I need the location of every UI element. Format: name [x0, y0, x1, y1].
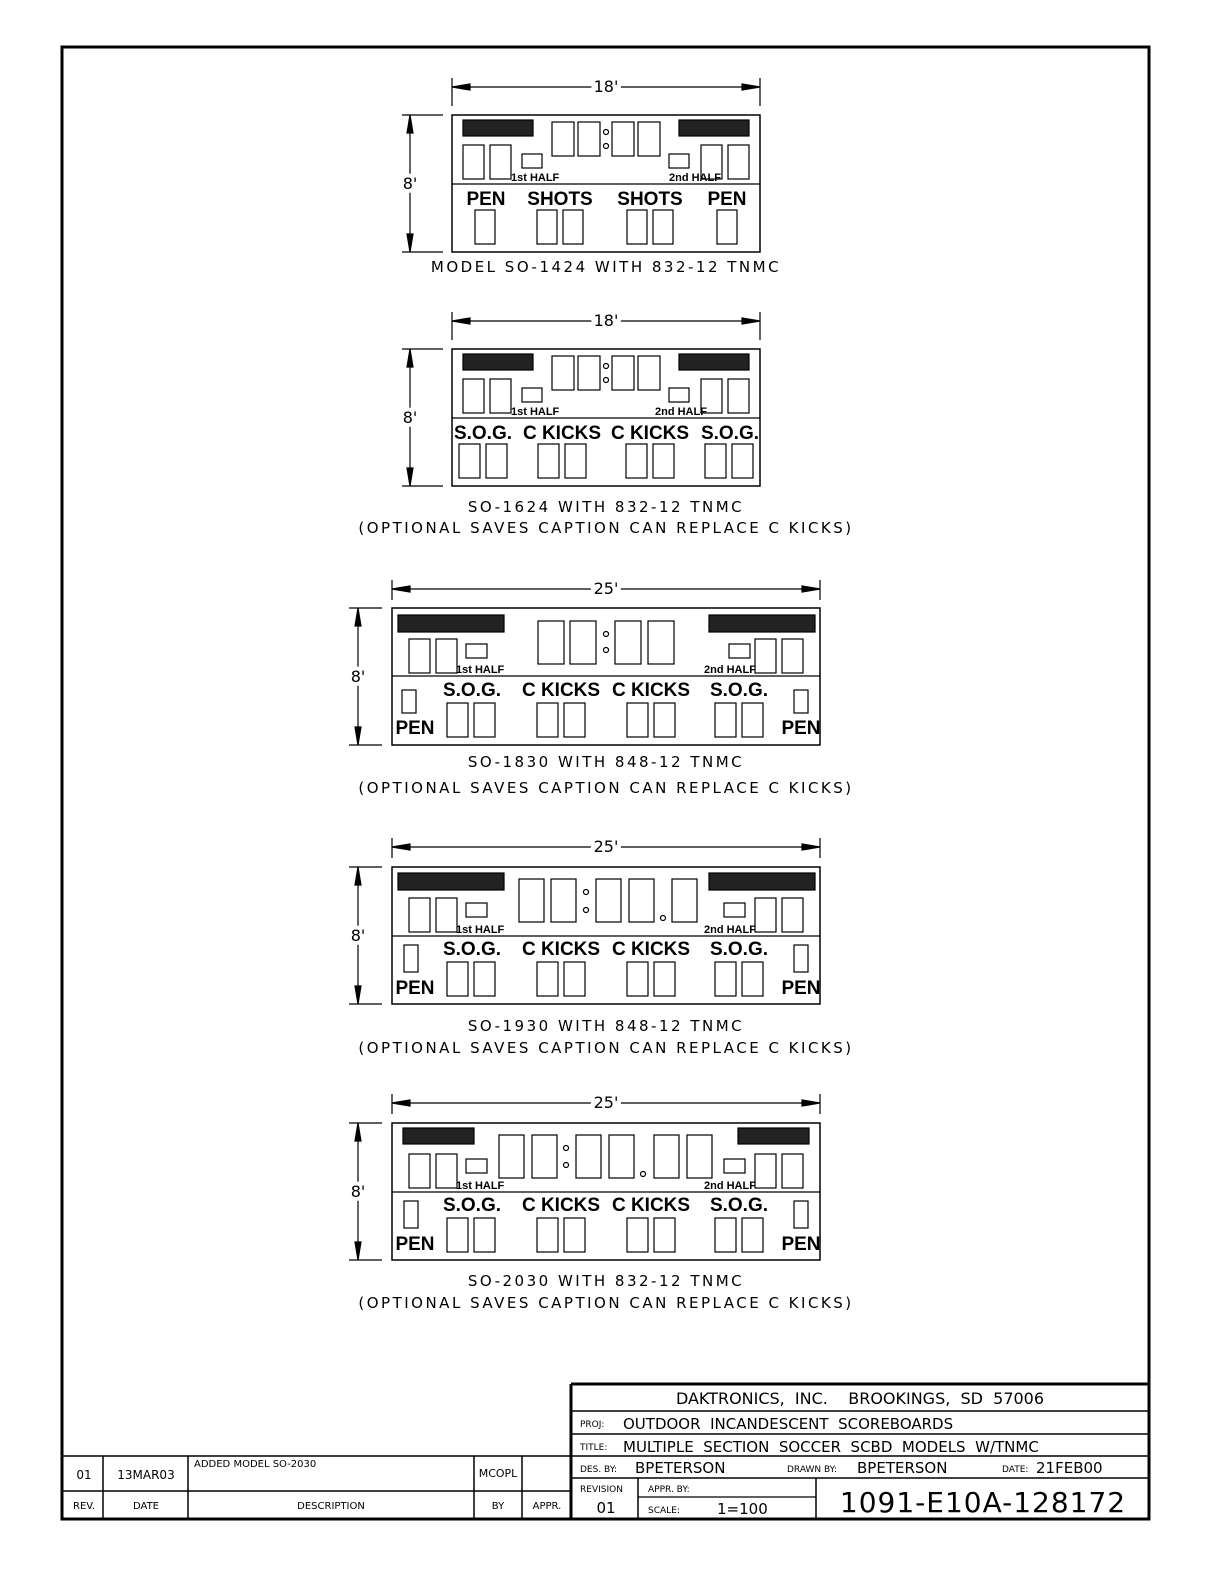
caption-label-5-d: S.O.G. [709, 1195, 769, 1216]
second-half-label-4: 2nd HALF [704, 924, 756, 936]
model-note-3: (OPTIONAL SAVES CAPTION CAN REPLACE C KICKS) [358, 779, 854, 797]
pen-label-3-right: PEN [781, 718, 821, 739]
model-caption-3: SO-1830 WITH 848-12 TNMC [467, 753, 745, 771]
height-dimension-5: 8' [350, 1182, 366, 1201]
second-half-label-3: 2nd HALF [704, 664, 756, 676]
revision-description: ADDED MODEL SO-2030 [194, 1459, 317, 1470]
model-caption-5: SO-2030 WITH 832-12 TNMC [467, 1272, 745, 1290]
caption-label-2-c: C KICKS [610, 423, 690, 444]
designed-by: BPETERSON [635, 1459, 726, 1477]
rev-header: REV. [73, 1501, 95, 1512]
revision-by: MCOPL [478, 1467, 518, 1480]
model-note-5: (OPTIONAL SAVES CAPTION CAN REPLACE C KICKS) [358, 1294, 854, 1312]
caption-label-1-b: SHOTS [527, 189, 593, 210]
caption-label-2-d: S.O.G. [700, 423, 760, 444]
caption-label-4-a: S.O.G. [442, 939, 502, 960]
caption-label-1-c: SHOTS [617, 189, 683, 210]
pen-label-5-left: PEN [395, 1234, 435, 1255]
appr-header: APPR. [532, 1501, 562, 1512]
model-note-4: (OPTIONAL SAVES CAPTION CAN REPLACE C KICKS) [358, 1039, 854, 1057]
scoreboard-drawing-2 [402, 312, 760, 486]
revision-label: REVISION [580, 1485, 623, 1495]
caption-label-4-b: C KICKS [521, 939, 601, 960]
height-dimension-1: 8' [402, 174, 418, 193]
width-dimension-4: 25' [593, 837, 619, 856]
scale-value: 1=100 [717, 1500, 768, 1518]
caption-label-2-a: S.O.G. [453, 423, 513, 444]
appr-by-label: APPR. BY: [648, 1485, 690, 1495]
drawing-number: 1091-E10A-128172 [839, 1486, 1127, 1519]
drawn-by: BPETERSON [857, 1459, 948, 1477]
company-line: DAKTRONICS, INC. BROOKINGS, SD 57006 [675, 1389, 1045, 1408]
caption-label-3-b: C KICKS [521, 680, 601, 701]
caption-label-1-d: PEN [707, 189, 747, 210]
second-half-label-5: 2nd HALF [704, 1180, 756, 1192]
width-dimension-2: 18' [593, 311, 619, 330]
second-half-label-2: 2nd HALF [655, 406, 707, 418]
scale-label: SCALE: [648, 1506, 680, 1516]
drawing-title: MULTIPLE SECTION SOCCER SCBD MODELS W/TNMC [623, 1438, 1039, 1456]
caption-label-5-b: C KICKS [521, 1195, 601, 1216]
caption-label-5-c: C KICKS [611, 1195, 691, 1216]
caption-label-5-a: S.O.G. [442, 1195, 502, 1216]
revision-date: 13MAR03 [117, 1468, 175, 1482]
date-label: DATE: [1002, 1465, 1029, 1475]
height-dimension-3: 8' [350, 667, 366, 686]
second-half-label-1: 2nd HALF [669, 172, 721, 184]
caption-label-2-b: C KICKS [522, 423, 602, 444]
description-header: DESCRIPTION [297, 1501, 365, 1512]
height-dimension-4: 8' [350, 926, 366, 945]
caption-label-3-a: S.O.G. [442, 680, 502, 701]
width-dimension-1: 18' [593, 77, 619, 96]
height-dimension-2: 8' [402, 408, 418, 427]
revision-value: 01 [596, 1499, 616, 1517]
caption-label-4-d: S.O.G. [709, 939, 769, 960]
first-half-label-1: 1st HALF [511, 172, 560, 184]
model-caption-2: SO-1624 WITH 832-12 TNMC [467, 498, 745, 516]
pen-label-3-left: PEN [395, 718, 435, 739]
pen-label-4-right: PEN [781, 978, 821, 999]
revision-number: 01 [76, 1468, 92, 1482]
model-caption-1: MODEL SO-1424 WITH 832-12 TNMC [430, 258, 782, 276]
first-half-label-5: 1st HALF [456, 1180, 505, 1192]
pen-label-4-left: PEN [395, 978, 435, 999]
date-header: DATE [132, 1501, 160, 1512]
des-by-label: DES. BY: [580, 1465, 618, 1475]
width-dimension-3: 25' [593, 579, 619, 598]
scoreboard-drawing-1 [402, 78, 760, 252]
model-caption-4: SO-1930 WITH 848-12 TNMC [467, 1017, 745, 1035]
first-half-label-2: 1st HALF [511, 406, 560, 418]
caption-label-1-a: PEN [466, 189, 506, 210]
drawn-by-label: DRAWN BY: [787, 1465, 837, 1475]
caption-label-4-c: C KICKS [611, 939, 691, 960]
caption-label-3-c: C KICKS [611, 680, 691, 701]
first-half-label-4: 1st HALF [456, 924, 505, 936]
first-half-label-3: 1st HALF [456, 664, 505, 676]
drawing-date: 21FEB00 [1036, 1459, 1103, 1477]
model-note-2: (OPTIONAL SAVES CAPTION CAN REPLACE C KICKS) [358, 519, 854, 537]
title-label: TITLE: [580, 1443, 608, 1453]
pen-label-5-right: PEN [781, 1234, 821, 1255]
width-dimension-5: 25' [593, 1093, 619, 1112]
project-name: OUTDOOR INCANDESCENT SCOREBOARDS [623, 1415, 954, 1433]
by-header: BY [491, 1501, 505, 1512]
proj-label: PROJ: [580, 1420, 605, 1430]
caption-label-3-d: S.O.G. [709, 680, 769, 701]
